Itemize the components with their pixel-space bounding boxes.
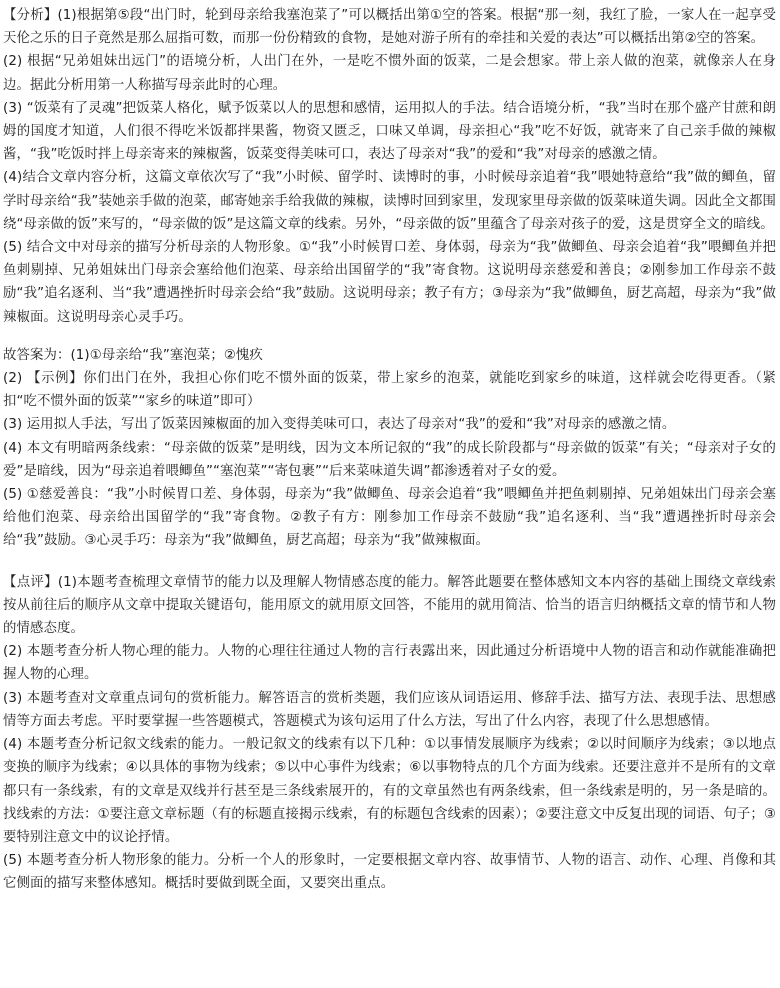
commentary-paragraph: (2) 本题考查分析人物心理的能力。人物的心理往往通过人物的言行表露出来，因此通过分析语境中人物的语言和动作就能准确把握人物的心理。 bbox=[3, 644, 776, 683]
commentary-section bbox=[3, 571, 776, 896]
analysis-paragraph: (3) “饭菜有了灵魂”把饭菜人格化，赋予饭菜以人的思想和感情，运用拟人的手法。结合语境分析，“我”当时在那个盛产甘蔗和朗姆的国度才知道，人们很不得吃米饭都拌果酱，物资又匮乏，口味又单调，母亲担心“我”吃不好饭，就寄来了自己亲手做的辣椒酱，“我”吃饭时拌上母亲寄来的辣椒酱，饭菜变得美味可口，表达了母亲对“我”的爱和“我”对母亲的感激之情。 bbox=[3, 100, 776, 163]
section-spacer bbox=[3, 553, 776, 571]
answer-paragraph: 故答案为：(1)①母亲给“我”塞泡菜；②愧疚 bbox=[3, 347, 263, 363]
answer-paragraph: (3) 运用拟人手法，写出了饭菜因辣椒面的加入变得美味可口，表达了母亲对“我”的爱和“我”对母亲的感激之情。 bbox=[3, 417, 676, 433]
commentary-paragraph: 【点评】(1)本题考查梳理文章情节的能力以及理解人物情感态度的能力。解答此题要在整体感知文本内容的基础上围绕文章线索按从前往后的顺序从文章中提取关键语句，能用原文的就用原文回答，不能用的就用简洁、恰当的语言归纳概括文章的情节和人物的情感态度。 bbox=[3, 574, 776, 637]
answer-paragraph: (2) 【示例】你们出门在外，我担心你们吃不惯外面的饭菜，带上家乡的泡菜，就能吃到家乡的味道，这样就会吃得更香。（紧扣“吃不惯外面的饭菜”“家乡的味道”即可） bbox=[3, 371, 776, 410]
analysis-paragraph: (2) 根据“兄弟姐妹出远门”的语境分析，人出门在外，一是吃不惯外面的饭菜，二是会想家。带上亲人做的泡菜，就像亲人在身边。据此分析用第一人称描写母亲此时的心理。 bbox=[3, 54, 776, 93]
answer-paragraph: (5) ①慈爱善良：“我”小时候胃口差、身体弱，母亲为“我”做鲫鱼、母亲会追着“我”喂鲫鱼并把鱼刺剔掉、兄弟姐妹出门母亲会塞给他们泡菜、母亲给出国留学的“我”寄食物。②教子有方：刚参加工作母亲不鼓励“我”追名逐利、当“我”遭遇挫折时母亲会给“我”鼓励。③心灵手巧：母亲为“我”做鲫鱼，厨艺高超；母亲为“我”做辣椒面。 bbox=[3, 487, 776, 549]
analysis-paragraph: 【分析】(1)根据第⑤段“出门时，轮到母亲给我塞泡菜了”可以概括出第①空的答案。根据“那一刻，我红了脸，一家人在一起享受天伦之乐的日子竟然是那么屈指可数，而那一份份精致的食物，是她对游子所有的牵挂和关爱的表达”可以概括出第②空的答案。 bbox=[3, 8, 776, 47]
answer-paragraph: (4) 本文有明暗两条线索：“母亲做的饭菜”是明线，因为文本所记叙的“我”的成长阶段都与“母亲做的饭菜”有关；“母亲对子女的爱”是暗线，因为“母亲追着喂鲫鱼”“塞泡菜”“寄包裹”“后来菜味道失调”都渗透着对子女的爱。 bbox=[3, 440, 776, 479]
commentary-paragraph: (4) 本题考查分析记叙文线索的能力。一般记叙文的线索有以下几种：①以事情发展顺序为线索；②以时间顺序为线索；③以地点变换的顺序为线索；④以具体的事物为线索；⑤以中心事件为线索；⑥以事物特点的几个方面为线索。还要注意并不是所有的文章都只有一条线索，有的文章是双线并行甚至是三条线索展开的，有的文章虽然也有两条线索，但一条线索是明的，另一条是暗的。找线索的方法：①要注意文章标题（有的标题直接揭示线索，有的标题包含线索的因素）；②要注意文中反复出现的词语、句子；③要特别注意文中的议论抒情。 bbox=[3, 737, 776, 845]
commentary-paragraph: (3) 本题考查对文章重点词句的赏析能力。解答语言的赏析类题，我们应该从词语运用、修辞手法、描写方法、表现手法、思想感情等方面去考虑。平时要掌握一些答题模式，答题模式为该句运用了什么方法，写出了什么内容，表现了什么思想感情。 bbox=[3, 690, 776, 729]
section-spacer bbox=[3, 329, 776, 344]
analysis-section bbox=[3, 4, 776, 329]
analysis-paragraph: (5) 结合文中对母亲的描写分析母亲的人物形象。①“我”小时候胃口差、身体弱，母亲为“我”做鲫鱼、母亲会追着“我”喂鲫鱼并把鱼刺剔掉、兄弟姐妹出门母亲会塞给他们泡菜、母亲给出国留学的“我”寄食物。这说明母亲慈爱和善良；②刚参加工作母亲不鼓励“我”追名逐利、当“我”遭遇挫折时母亲会给“我”鼓励。这说明母亲；教子有方；③母亲为“我”做鲫鱼，厨艺高超，母亲为“我”做辣椒面。这说明母亲心灵手巧。 bbox=[3, 240, 776, 325]
analysis-paragraph: (4)结合文章内容分析，这篇文章依次写了“我”小时候、留学时、读博时的事，小时候母亲追着“我”喂她特意给“我”做的鲫鱼，留学时母亲给“我”装她亲手做的泡菜，邮寄她亲手给我做的辣椒，读博时回到家里，发现家里母亲做的饭菜味道失调。因此全文都围绕“母亲做的饭”来写的，“母亲做的饭”是这篇文章的线索。另外，“母亲做的饭”里蕴含了母亲对孩子的爱，这是贯穿全文的暗线。 bbox=[3, 170, 776, 232]
commentary-paragraph: (5) 本题考查分析人物形象的能力。分析一个人的形象时，一定要根据文章内容、故事情节、人物的语言、动作、心理、肖像和其它侧面的描写来整体感知。概括时要做到既全面，又要突出重点。 bbox=[3, 853, 776, 892]
answers-section bbox=[3, 344, 776, 553]
